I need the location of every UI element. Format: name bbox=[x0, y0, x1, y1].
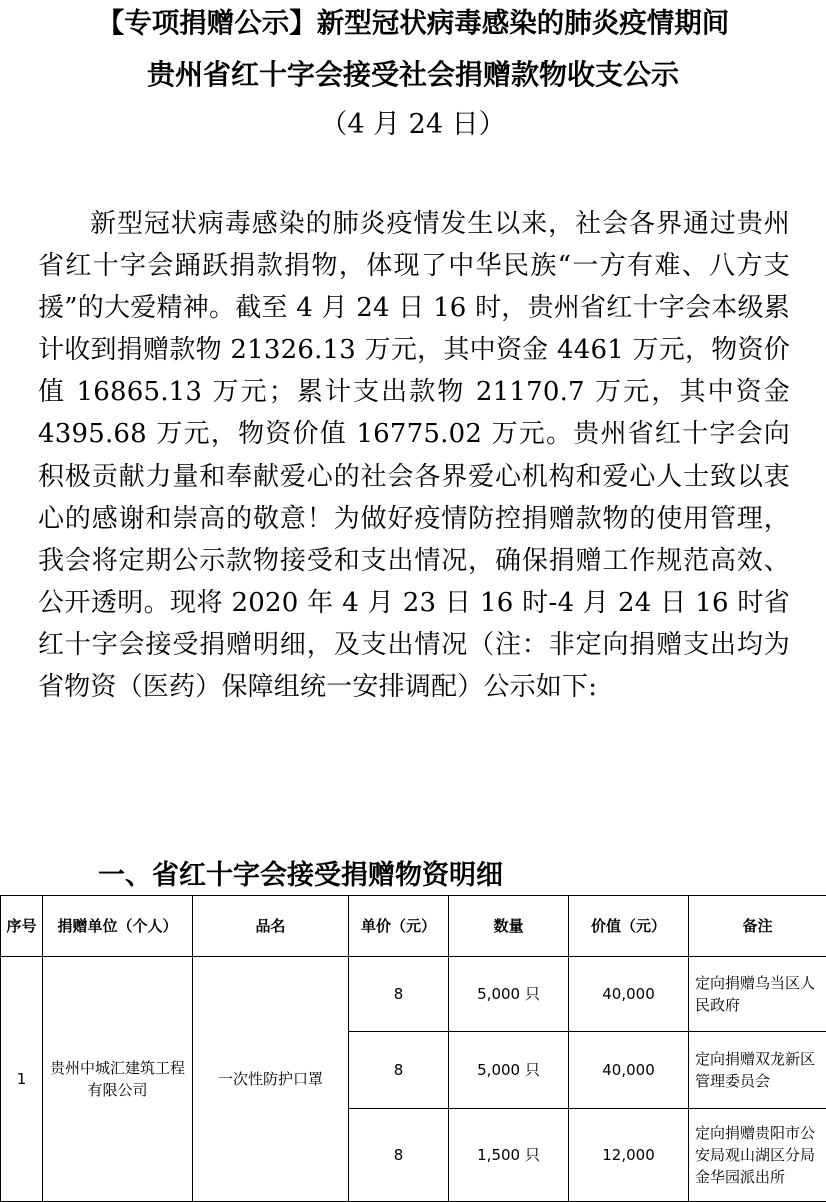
header-quantity: 数量 bbox=[449, 896, 569, 957]
cell-unit-price: 8 bbox=[349, 957, 449, 1032]
cell-seq: 1 bbox=[1, 957, 43, 1202]
document-title-line-2: 贵州省红十字会接受社会捐赠款物收支公示 bbox=[0, 58, 826, 92]
cell-unit-price: 8 bbox=[349, 1032, 449, 1109]
cell-note: 定向捐赠乌当区人民政府 bbox=[689, 957, 826, 1032]
cell-quantity: 5,000 只 bbox=[449, 1032, 569, 1109]
document-title-line-1: 【专项捐赠公示】新型冠状病毒感染的肺炎疫情期间 bbox=[0, 6, 826, 40]
cell-quantity: 5,000 只 bbox=[449, 957, 569, 1032]
header-unit-price: 单价（元） bbox=[349, 896, 449, 957]
header-seq: 序号 bbox=[1, 896, 43, 957]
table-header-row bbox=[1, 896, 826, 957]
header-value: 价值（元） bbox=[569, 896, 689, 957]
cell-value: 12,000 bbox=[569, 1109, 689, 1202]
cell-value: 40,000 bbox=[569, 957, 689, 1032]
cell-note: 定向捐赠双龙新区管理委员会 bbox=[689, 1032, 826, 1109]
donation-table bbox=[0, 895, 826, 1202]
header-donor: 捐赠单位（个人） bbox=[43, 896, 193, 957]
section-title: 一、省红十字会接受捐赠物资明细 bbox=[98, 858, 503, 894]
cell-unit-price: 8 bbox=[349, 1109, 449, 1202]
cell-item: 一次性防护口罩 bbox=[193, 957, 349, 1202]
table-row bbox=[1, 957, 826, 1032]
header-note: 备注 bbox=[689, 896, 826, 957]
header-item: 品名 bbox=[193, 896, 349, 957]
cell-quantity: 1,500 只 bbox=[449, 1109, 569, 1202]
cell-donor: 贵州中城汇建筑工程有限公司 bbox=[43, 957, 193, 1202]
publication-date: （4 月 24 日） bbox=[0, 108, 826, 142]
cell-value: 40,000 bbox=[569, 1032, 689, 1109]
intro-paragraph: 新型冠状病毒感染的肺炎疫情发生以来，社会各界通过贵州省红十字会踊跃捐款捐物，体现了中华民族“一方有难、八方支援”的大爱精神。截至 4 月 24 日 16 时，贵州省红十字会本级累计收到捐赠款物 21326.13 万元，其中资金 4461 万元，物资价值 16865.13 万元；累计支出款物 21170.7 万元，其中资金 4395.68 万元，物资价值 16775.02 万元。贵州省红十字会向积极贡献力量和奉献爱心的社会各界爱心机构和爱心人士致以衷心的感谢和崇高的敬意！为做好疫情防控捐赠款物的使用管理，我会将定期公示款物接受和支出情况，确保捐赠工作规范高效、公开透明。现将 2020 年 4 月 23 日 16 时-4 月 24 日 16 时省红十字会接受捐赠明细，及支出情况（注：非定向捐赠支出均为省物资（医药）保障组统一安排调配）公示如下: bbox=[38, 203, 790, 708]
cell-note: 定向捐赠贵阳市公安局观山湖区分局金华园派出所 bbox=[689, 1109, 826, 1202]
